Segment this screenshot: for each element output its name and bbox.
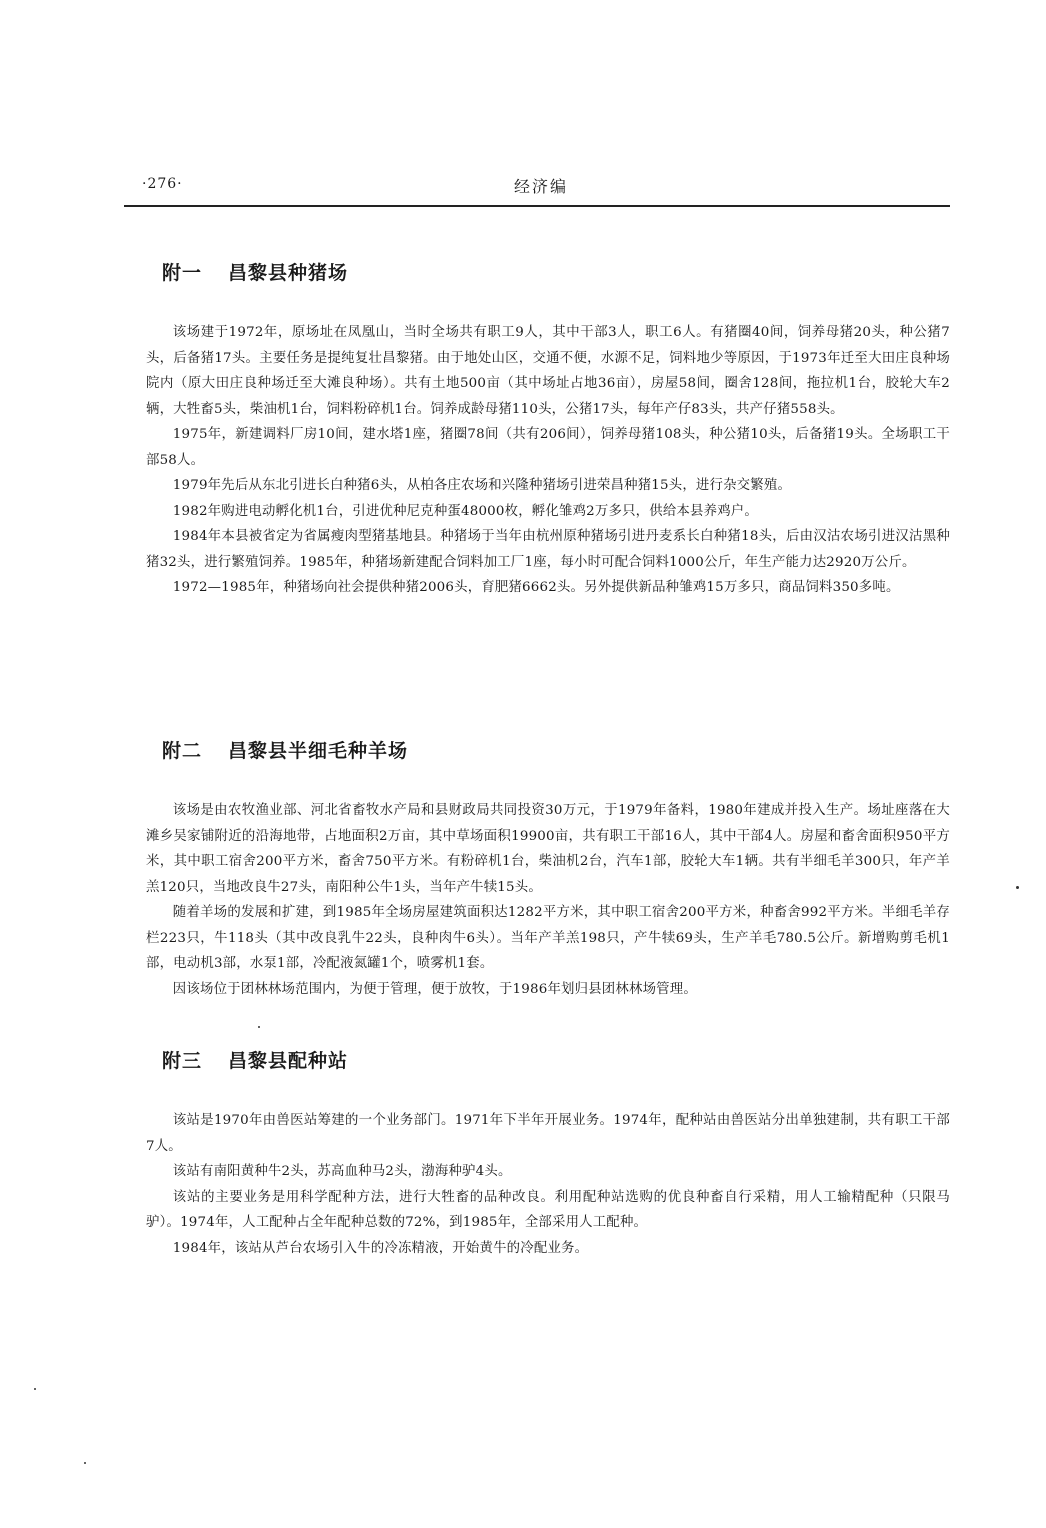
section-title [162, 1046, 348, 1073]
paragraph: 1982年购进电动孵化机1台，引进优种尼克种蛋48000枚，孵化雏鸡2万多只，供给本县养鸡户。 [172, 503, 758, 519]
section-body [146, 1108, 950, 1261]
paragraph: 1975年，新建调料厂房10间，建水塔1座，猪圈78间（共有206间），饲养母猪108头，种公猪10头，后备猪19头。全场职工干部58人。 [146, 427, 950, 468]
section-title [162, 258, 348, 285]
header-rule [124, 205, 950, 207]
section-title-text: 昌黎县半细毛种羊场 [228, 740, 409, 762]
scan-speck [258, 1026, 260, 1028]
section-title-text: 昌黎县配种站 [228, 1050, 349, 1072]
section-title [162, 736, 408, 763]
section-body [146, 798, 950, 1002]
page-number: ·276· [142, 176, 183, 192]
paragraph: 因该场位于团林林场范围内，为便于管理，便于放牧，于1986年划归县团林林场管理。 [172, 981, 697, 997]
running-head: 经济编 [514, 177, 569, 196]
paragraph: 该站有南阳黄种牛2头，苏高血种马2头，渤海种驴4头。 [172, 1164, 512, 1179]
paragraph: 1972—1985年，种猪场向社会提供种猪2006头，育肥猪6662头。另外提供新品种雏鸡15万多只，商品饲料350多吨。 [172, 580, 900, 595]
paragraph: 1984年本县被省定为省属瘦肉型猪基地县。种猪场于当年由杭州原种猪场引进丹麦系长白种猪18头，后由汉沽农场引进汉沽黑种猪32头，进行繁殖饲养。1985年，种猪场新建配合饲料加工厂1座，每小时可配合饲料1000公斤，年生产能力达2920万公斤。 [146, 529, 950, 570]
paragraph: 该站是1970年由兽医站筹建的一个业务部门。1971年下半年开展业务。1974年，配种站由兽医站分出单独建制，共有职工干部7人。 [146, 1113, 950, 1154]
section-body [146, 320, 950, 601]
paragraph: 该场是由农牧渔业部、河北省畜牧水产局和县财政局共同投资30万元，于1979年备料，1980年建成并投入生产。场址座落在大滩乡吴家铺附近的沿海地带，占地面积2万亩，其中草场面积19900亩，共有职工干部16人，其中干部4人。房屋和畜舍面积950平方米，其中职工宿舍200平方米，畜舍750平方米。有粉碎机1台，柴油机2台，汽车1部，胶轮大车1辆。共有半细毛羊300只，年产羊羔120只，当地改良牛27头，南阳种公牛1头，当年产牛犊15头。 [146, 803, 950, 895]
section-number: 附三 [162, 1050, 203, 1072]
scan-speck [34, 1388, 36, 1390]
page-header [124, 172, 950, 200]
paragraph: 该场建于1972年，原场址在凤凰山，当时全场共有职工9人，其中干部3人，职工6人。有猪圈40间，饲养母猪20头，种公猪7头，后备猪17头。主要任务是提纯复壮昌黎猪。由于地处山区，交通不便，水源不足，饲料地少等原因，于1973年迁至大田庄良种场院内（原大田庄良种场迁至大滩良种场）。共有土地500亩（其中场址占地36亩），房屋58间，圈舍128间，拖拉机1台，胶轮大车2辆，大牲畜5头，柴油机1台，饲料粉碎机1台。饲养成龄母猪110头，公猪17头，每年产仔83头，共产仔猪558头。 [146, 325, 950, 417]
scan-speck [84, 1462, 86, 1464]
paragraph: 该站的主要业务是用科学配种方法，进行大牲畜的品种改良。利用配种站选购的优良种畜自行采精，用人工输精配种（只限马驴）。1974年，人工配种占全年配种总数的72%，到1985年，全部采用人工配种。 [146, 1189, 950, 1230]
section-title-text: 昌黎县种猪场 [228, 262, 349, 284]
paragraph: 1984年，该站从芦台农场引入牛的冷冻精液，开始黄牛的冷配业务。 [172, 1240, 589, 1256]
paragraph: 1979年先后从东北引进长白种猪6头，从柏各庄农场和兴隆种猪场引进荣昌种猪15头，进行杂交繁殖。 [172, 478, 792, 493]
paragraph: 随着羊场的发展和扩建，到1985年全场房屋建筑面积达1282平方米，其中职工宿舍200平方米，种畜舍992平方米。半细毛羊存栏223只，牛118头（其中改良乳牛22头，良种肉牛6头）。当年产羊羔198只，产牛犊69头，生产羊毛780.5公斤。新增购剪毛机1部，电动机3部，水泵1部，冷配液氮罐1个，喷雾机1套。 [146, 905, 950, 971]
scan-speck [1016, 886, 1019, 889]
section-number: 附二 [162, 740, 203, 762]
section-number: 附一 [162, 262, 203, 284]
